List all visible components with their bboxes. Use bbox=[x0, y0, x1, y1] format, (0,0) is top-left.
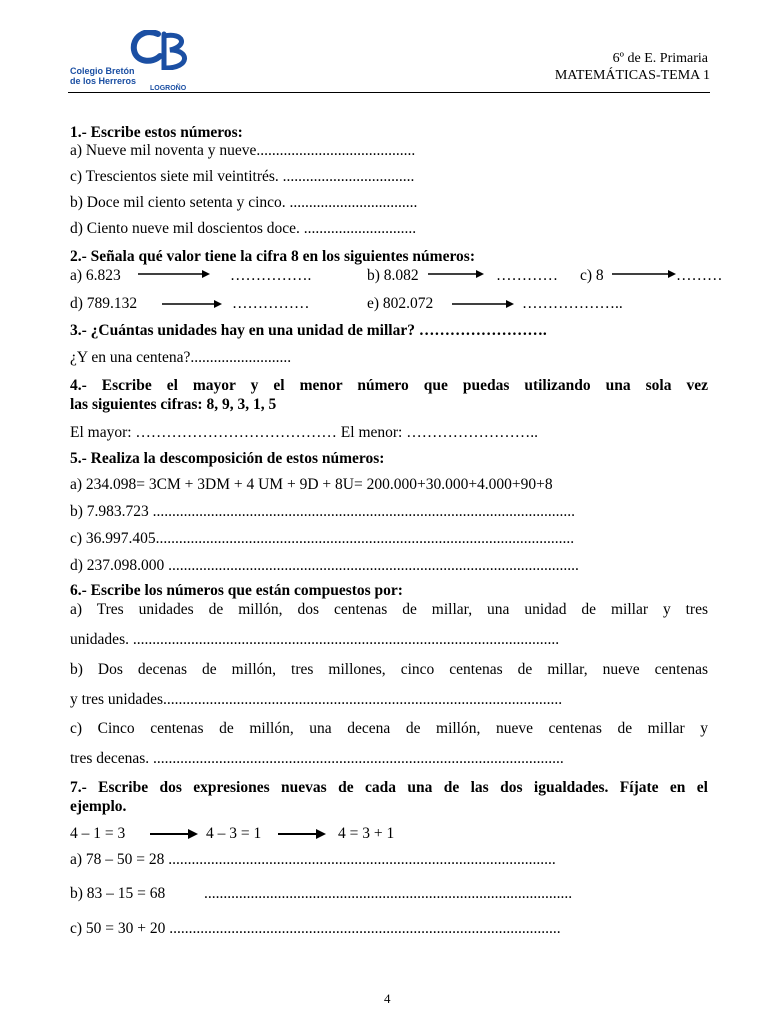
ex4-answer-line: El mayor: ………………………………… El menor: …………………….. bbox=[70, 424, 538, 441]
ex2-c-answer: ……… bbox=[676, 267, 723, 284]
ex1-item-b: b) Doce mil ciento setenta y cinco. ................................. bbox=[70, 194, 418, 211]
ex7-item-b-answer: ............................................................................................... bbox=[204, 885, 573, 902]
arrow-right-icon bbox=[138, 268, 210, 280]
ex6-b-line2: y tres unidades....................................................................................................... bbox=[70, 691, 563, 708]
school-logo bbox=[66, 30, 196, 92]
ex2-b-number: b) 8.082 bbox=[367, 267, 419, 284]
ex1-item-d: d) Ciento nueve mil doscientos doce. ............................. bbox=[70, 220, 417, 237]
logo-text-line2: de los Herreros bbox=[70, 76, 137, 86]
ex2-a-number: a) 6.823 bbox=[70, 267, 121, 284]
ex7-title-line2: ejemplo. bbox=[70, 798, 127, 815]
ex2-d-answer: …………… bbox=[232, 295, 310, 312]
ex6-title: 6.- Escribe los números que están compuestos por: bbox=[70, 582, 403, 599]
ex7-item-a: a) 78 – 50 = 28 .................................................................................................... bbox=[70, 851, 556, 868]
ex5-item-d: d) 237.098.000 .......................................................................................................... bbox=[70, 557, 579, 574]
ex6-a-line2: unidades. .............................................................................................................. bbox=[70, 631, 560, 648]
arrow-right-icon bbox=[612, 268, 676, 280]
arrow-right-icon bbox=[452, 298, 514, 310]
ex7-example-3: 4 = 3 + 1 bbox=[338, 825, 395, 842]
ex1-title: 1.- Escribe estos números: bbox=[70, 124, 243, 141]
ex5-item-c: c) 36.997.405............................................................................................................ bbox=[70, 530, 575, 547]
ex7-example-2: 4 – 3 = 1 bbox=[206, 825, 262, 842]
ex7-item-b-equation: b) 83 – 15 = 68 bbox=[70, 885, 166, 902]
header-grade: 6º de E. Primaria bbox=[612, 51, 708, 66]
header-divider bbox=[68, 92, 710, 93]
cb-logo-icon bbox=[66, 30, 196, 70]
ex2-c-number: c) 8 bbox=[580, 267, 604, 284]
ex2-d-number: d) 789.132 bbox=[70, 295, 138, 312]
ex3-line2: ¿Y en una centena?.......................... bbox=[70, 349, 292, 366]
ex6-c-line2: tres decenas. .......................................................................................................... bbox=[70, 750, 564, 767]
logo-text-line1: Colegio Bretón bbox=[70, 66, 135, 76]
ex2-e-answer: ……………….. bbox=[522, 295, 623, 312]
ex6-c-line1: c) Cinco centenas de millón, una decena de millón, nueve centenas de millar y bbox=[70, 720, 708, 737]
page-number: 4 bbox=[384, 991, 391, 1006]
ex7-example-1: 4 – 1 = 3 bbox=[70, 825, 126, 842]
ex2-title: 2.- Señala qué valor tiene la cifra 8 en los siguientes números: bbox=[70, 248, 475, 265]
ex1-item-a: a) Nueve mil noventa y nueve......................................... bbox=[70, 142, 416, 159]
arrow-right-icon bbox=[150, 828, 198, 840]
ex2-b-answer: ………… bbox=[496, 267, 558, 284]
logo-text-city: LOGROÑO bbox=[150, 85, 187, 92]
arrow-right-icon bbox=[278, 828, 326, 840]
ex2-a-answer: ……………. bbox=[230, 267, 312, 284]
ex5-item-b: b) 7.983.723 ............................................................................................................. bbox=[70, 503, 576, 520]
ex1-item-c: c) Trescientos siete mil veintitrés. .................................. bbox=[70, 168, 415, 185]
ex7-title-line1: 7.- Escribe dos expresiones nuevas de cada una de las dos igualdades. Fíjate en el bbox=[70, 779, 708, 796]
header-subject: MATEMÁTICAS-TEMA 1 bbox=[554, 68, 710, 83]
ex3-title: 3.- ¿Cuántas unidades hay en una unidad de millar? ……………………. bbox=[70, 322, 547, 339]
ex6-b-line1: b) Dos decenas de millón, tres millones, cinco centenas de millar, nueve centenas bbox=[70, 661, 708, 678]
ex2-e-number: e) 802.072 bbox=[367, 295, 434, 312]
ex4-title-line1: 4.- Escribe el mayor y el menor número que puedas utilizando una sola vez bbox=[70, 377, 708, 394]
arrow-right-icon bbox=[428, 268, 484, 280]
ex5-item-a: a) 234.098= 3CM + 3DM + 4 UM + 9D + 8U= 200.000+30.000+4.000+90+8 bbox=[70, 476, 553, 493]
ex6-a-line1: a) Tres unidades de millón, dos centenas de millar, una unidad de millar y tres bbox=[70, 601, 708, 618]
ex5-title: 5.- Realiza la descomposición de estos números: bbox=[70, 450, 385, 467]
arrow-right-icon bbox=[162, 298, 222, 310]
ex7-item-c: c) 50 = 30 + 20 ..................................................................................................... bbox=[70, 920, 561, 937]
ex4-title-line2: las siguientes cifras: 8, 9, 3, 1, 5 bbox=[70, 396, 277, 413]
